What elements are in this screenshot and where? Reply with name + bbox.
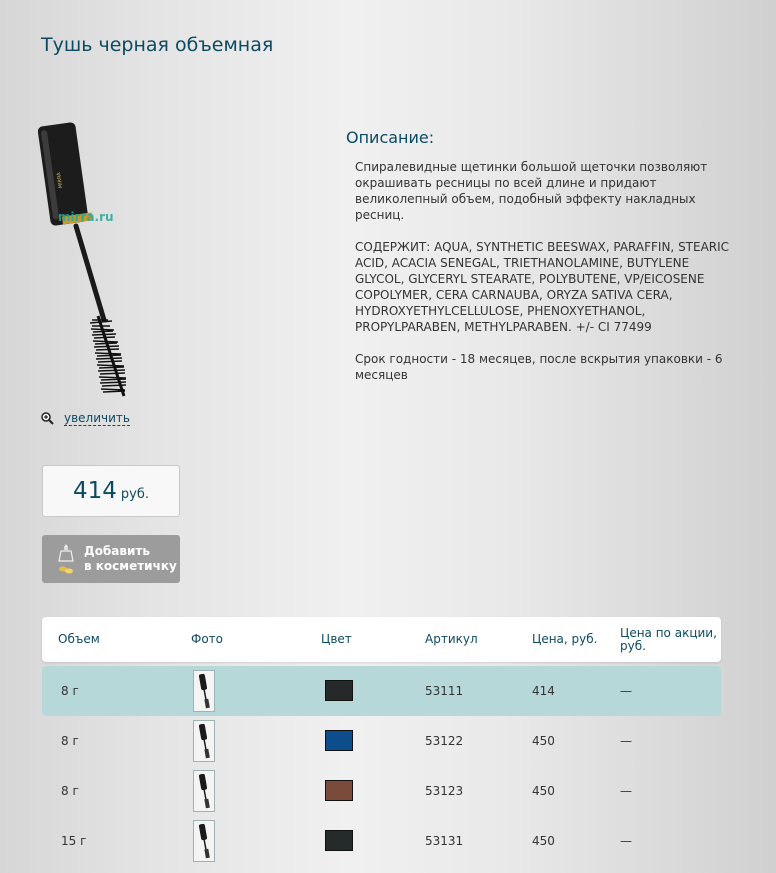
ingredients-paragraph: СОДЕРЖИТ: AQUA, SYNTHETIC BEESWAX, PARAFFIN, STEARIC ACID, ACACIA SENEGAL, TRIETHANOLAMINE, BUTYLENE GLYCOL, GLYCERYL STEARATE, POLYBUTENE, VP/EICOSENE COPOLYMER, CERA CARNAUBA, ORYZA SATIVA CERA, HYDROXYETHYLCELLULOSE, PHENOXYETHANOL, PROPYLPARABEN, METHYLPARABEN. +/- CI 77499 bbox=[355, 240, 730, 334]
description-heading: Описание: bbox=[346, 128, 435, 147]
row-volume: 8 г bbox=[61, 684, 79, 698]
header-promo-price: Цена по акции, руб. bbox=[620, 626, 717, 653]
row-promo-price: — bbox=[620, 784, 632, 798]
price-currency: руб. bbox=[120, 486, 149, 502]
header-photo: Фото bbox=[191, 632, 224, 646]
table-row[interactable] bbox=[42, 666, 721, 716]
table-row[interactable] bbox=[42, 766, 721, 816]
mascara-thumbnail-icon[interactable] bbox=[193, 670, 215, 712]
mascara-thumbnail-icon[interactable] bbox=[193, 820, 215, 862]
row-promo-price: — bbox=[620, 684, 632, 698]
row-article: 53123 bbox=[425, 784, 464, 798]
add-button-label: Добавить в косметичку bbox=[84, 544, 177, 573]
row-article: 53111 bbox=[425, 684, 464, 698]
tube-brand-text: MIRRA bbox=[56, 171, 65, 189]
row-article: 53131 bbox=[425, 834, 464, 848]
description-paragraph: Спиралевидные щетинки большой щеточки позволяют окрашивать ресницы по всей длине и придают великолепный объем, подобный эффекту накладных ресниц. bbox=[355, 160, 708, 222]
header-article: Артикул bbox=[425, 632, 478, 646]
color-swatch[interactable] bbox=[325, 680, 353, 701]
table-row[interactable] bbox=[42, 816, 721, 866]
header-volume: Объем bbox=[58, 632, 100, 646]
row-price: 414 bbox=[532, 684, 555, 698]
color-swatch[interactable] bbox=[325, 780, 353, 801]
description-text bbox=[355, 159, 730, 399]
shelf-life-paragraph: Срок годности - 18 месяцев, после вскрытия упаковки - 6 месяцев bbox=[355, 352, 723, 382]
color-swatch[interactable] bbox=[325, 830, 353, 851]
magnifier-plus-icon[interactable] bbox=[41, 412, 54, 425]
page-title: Тушь черная объемная bbox=[41, 34, 274, 56]
add-to-cosmetic-bag-button[interactable] bbox=[42, 535, 180, 583]
price-box bbox=[42, 465, 180, 517]
cosmetic-bag-icon bbox=[54, 543, 78, 575]
mascara-thumbnail-icon[interactable] bbox=[193, 770, 215, 812]
row-volume: 15 г bbox=[61, 834, 87, 848]
mascara-thumbnail-icon[interactable] bbox=[193, 720, 215, 762]
row-price: 450 bbox=[532, 734, 555, 748]
zoom-link[interactable]: увеличить bbox=[64, 411, 130, 425]
row-promo-price: — bbox=[620, 734, 632, 748]
row-volume: 8 г bbox=[61, 734, 79, 748]
product-image[interactable] bbox=[38, 120, 138, 405]
row-price: 450 bbox=[532, 784, 555, 798]
watermark: mirra.ru bbox=[58, 210, 114, 224]
price-value: 414 bbox=[72, 478, 117, 504]
row-article: 53122 bbox=[425, 734, 464, 748]
header-color: Цвет bbox=[321, 632, 352, 646]
variants-table-header bbox=[42, 617, 721, 662]
zoom-control[interactable] bbox=[41, 411, 130, 426]
color-swatch[interactable] bbox=[325, 730, 353, 751]
row-volume: 8 г bbox=[61, 784, 79, 798]
row-promo-price: — bbox=[620, 834, 632, 848]
header-price: Цена, руб. bbox=[532, 632, 598, 646]
table-row[interactable] bbox=[42, 716, 721, 766]
row-price: 450 bbox=[532, 834, 555, 848]
